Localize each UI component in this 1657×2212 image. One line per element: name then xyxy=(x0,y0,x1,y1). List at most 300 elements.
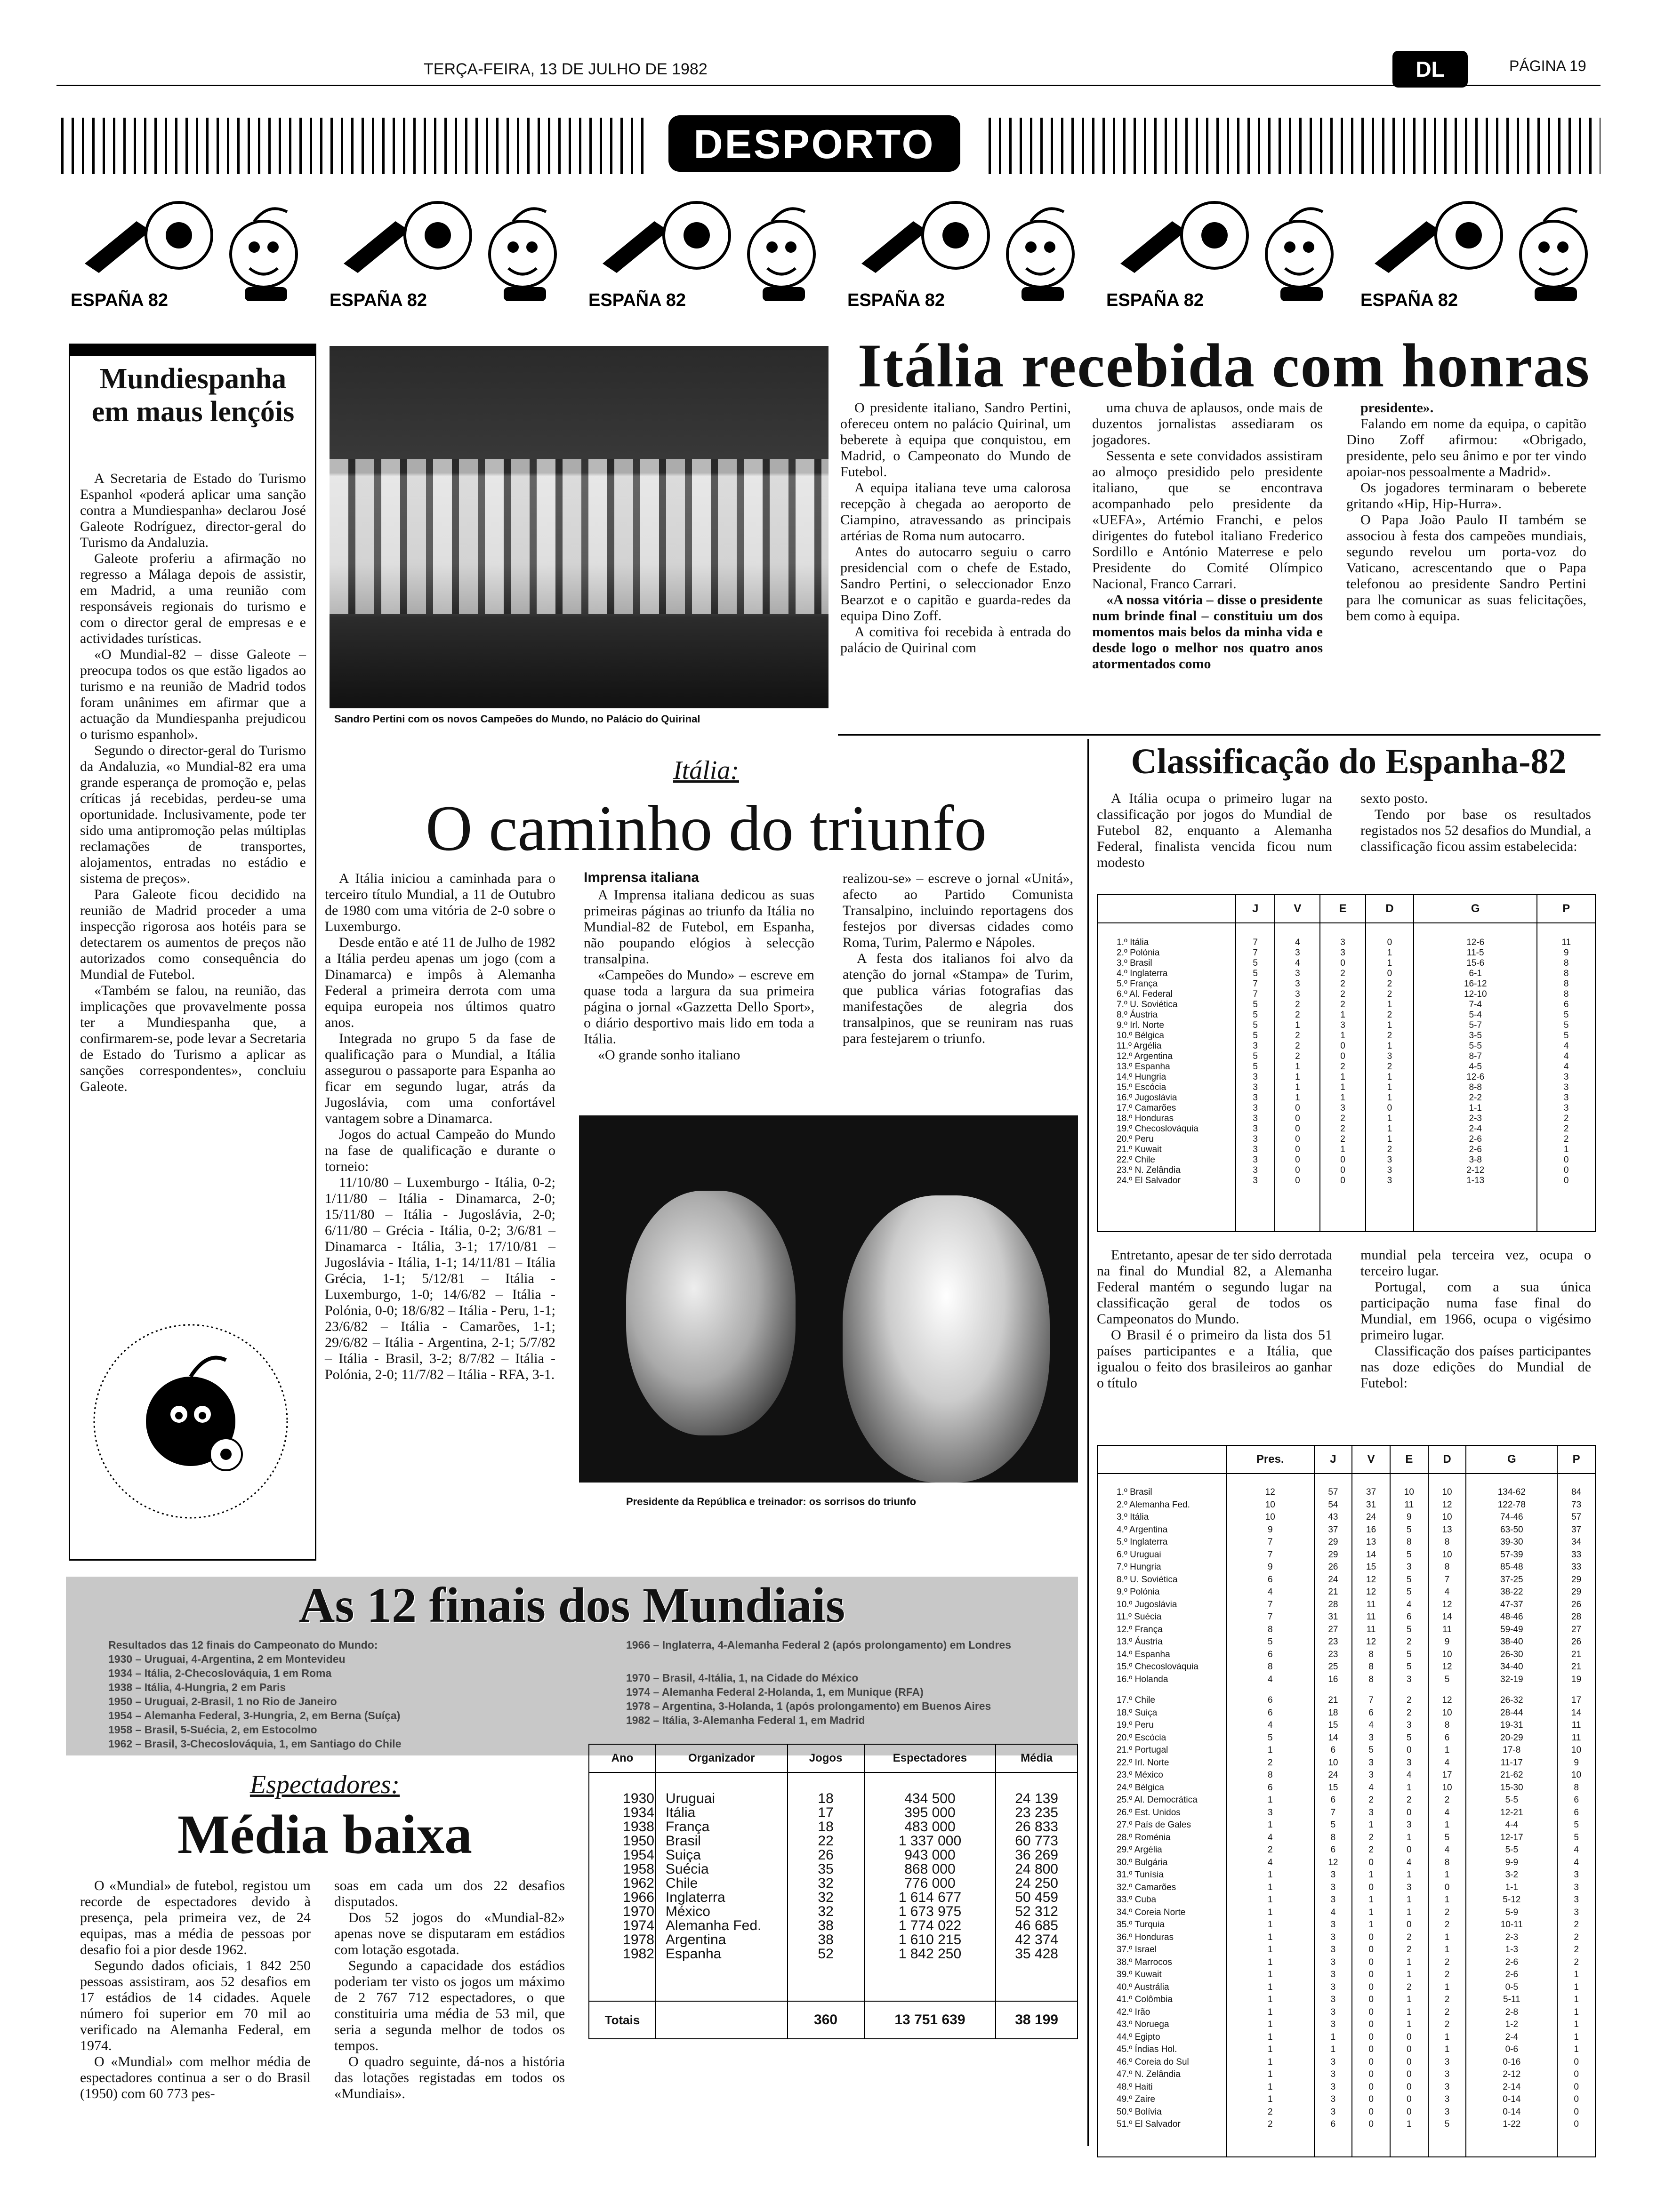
lost-cell: 0 xyxy=(1387,969,1392,978)
points-cell: 0 xyxy=(1563,1155,1569,1165)
played-cell: 3 xyxy=(1330,2094,1336,2104)
alltime-table xyxy=(1097,1445,1596,2157)
lost-cell: 3 xyxy=(1444,2107,1450,2117)
average-column xyxy=(996,1772,1078,2001)
team-cell: 14.º Hungria xyxy=(1117,1072,1166,1082)
goals-cell: 1-2 xyxy=(1505,2020,1519,2029)
drawn-cell: 5 xyxy=(1407,1574,1412,1585)
presences-cell: 6 xyxy=(1267,1649,1273,1659)
espana82-logo xyxy=(1102,193,1365,311)
goals-cell: 19-31 xyxy=(1500,1720,1523,1730)
italia-paragraph: O Papa João Paulo II também se associou à festa dos campeões mundiais, segundo revelou um porta-voz do Vaticano, acrescentando que o Papa telefonou ao presidente Sandro Pertini para lhe comunicar as suas felicitações, bem como à equipa. xyxy=(1346,512,1586,624)
won-cell: 15 xyxy=(1366,1562,1376,1572)
average-cell: 24 139 xyxy=(1015,1791,1058,1806)
italia-headline: Itália recebida com honras xyxy=(857,331,1591,400)
sidebar-paragraph: Galeote proferiu a afirmação no regresso a Málaga depois de assistir, em Madrid, a uma reunião com responsáveis regionais do turismo e com o director geral de empresas e e actividades turísticas. xyxy=(80,551,306,646)
average-cell: 50 459 xyxy=(1015,1890,1058,1905)
drawn-cell: 0 xyxy=(1340,1041,1345,1051)
drawn-cell: 2 xyxy=(1407,1982,1412,1992)
goals-cell: 85-48 xyxy=(1500,1562,1523,1572)
team-cell: 16.º Holanda xyxy=(1117,1674,1168,1684)
drawn-cell: 1 xyxy=(1340,1072,1345,1082)
drawn-cell: 1 xyxy=(1407,1782,1412,1793)
played-cell: 3 xyxy=(1253,1165,1258,1175)
sidebar-paragraph: «O Mundial-82 – disse Galeote – preocupa todos os que estão ligados ao turismo e na reunião de Madrid todos foram unânimes em afirmar que a actuação da Mundiespanha prejudicou o turismo espanhol». xyxy=(80,647,306,742)
games-cell: 26 xyxy=(818,1847,834,1863)
played-cell: 5 xyxy=(1253,958,1258,968)
team-cell: 48.º Haiti xyxy=(1117,2082,1153,2092)
section-bars-left xyxy=(61,118,645,174)
caminho-col-3 xyxy=(843,871,1073,1047)
classificacao-headline: Classificação do Espanha-82 xyxy=(1131,742,1567,781)
media-paragraph: O quadro seguinte, dá-nos a história das lotações registadas em todos os «Mundiais». xyxy=(334,2054,565,2101)
presences-cell: 6 xyxy=(1267,1574,1273,1585)
won-cell: 0 xyxy=(1295,1114,1300,1123)
played-cell: 5 xyxy=(1253,1051,1258,1061)
italia-col-1 xyxy=(840,400,1071,656)
presences-cell: 8 xyxy=(1267,1662,1273,1672)
espana82-logo xyxy=(66,193,330,311)
won-cell: 0 xyxy=(1368,2094,1374,2104)
drawn-cell: 0 xyxy=(1407,2044,1412,2054)
team-cell: 45.º Índias Hol. xyxy=(1117,2044,1177,2054)
team-cell: 30.º Bulgária xyxy=(1117,1857,1168,1867)
team-cell: 18.º Honduras xyxy=(1117,1114,1174,1123)
won-cell xyxy=(1353,1686,1389,1694)
played-cell: 24 xyxy=(1328,1770,1338,1780)
lost-cell: 0 xyxy=(1387,1103,1392,1113)
team-cell: 8.º U. Soviética xyxy=(1117,1574,1178,1585)
lost-cell: 3 xyxy=(1444,2057,1450,2067)
average-cell: 60 773 xyxy=(1015,1833,1058,1849)
espana82-logo xyxy=(843,193,1106,311)
goals-cell: 2-14 xyxy=(1503,2082,1521,2092)
goals-cell: 39-30 xyxy=(1500,1537,1523,1547)
classificacao-intro-left: A Itália ocupa o primeiro lugar na classificação por jogos do Mundial de Futebol 82, enquanto a Alemanha Federal, finalista vencida ficou num modesto xyxy=(1097,791,1332,870)
won-cell: 13 xyxy=(1366,1537,1376,1547)
spectators-cell: 483 000 xyxy=(904,1819,956,1835)
drawn-cell: 2 xyxy=(1340,1000,1345,1010)
goals-column xyxy=(1414,923,1537,1232)
played-cell: 25 xyxy=(1328,1662,1338,1672)
played-cell: 5 xyxy=(1253,1010,1258,1020)
won-cell: 3 xyxy=(1295,948,1300,958)
presences-cell: 1 xyxy=(1267,1745,1273,1755)
team-cell: 43.º Noruega xyxy=(1117,2020,1169,2029)
col-header: P xyxy=(1557,1445,1595,1474)
drawn-cell: 1 xyxy=(1340,1010,1345,1020)
team-cell: 8.º Áustria xyxy=(1117,1010,1158,1020)
points-cell: 1 xyxy=(1563,1145,1569,1154)
played-cell: 5 xyxy=(1253,1020,1258,1030)
attendance-totals-row xyxy=(589,2001,1078,2039)
caminho-paragraph: «Campeões do Mundo» – escreve em quase toda a largura da sua primeira página o jornal «Gazzetta Dello Sport», o diário desportivo mais lido em toda a Itália. xyxy=(584,967,814,1047)
italia-paragraph: Antes do autocarro seguiu o carro presidencial com o chefe de Estado, Sandro Pertini, o seleccionador Enzo Bearzot e o capitão e guarda-redes da equipa Dino Zoff. xyxy=(840,544,1071,624)
drawn-cell: 3 xyxy=(1407,1757,1412,1768)
team-cell: 9.º Irl. Norte xyxy=(1117,1020,1164,1030)
classification-table xyxy=(1097,894,1596,1232)
lost-cell: 3 xyxy=(1387,1165,1392,1175)
played-cell: 31 xyxy=(1328,1612,1338,1622)
team-cell: 35.º Turquia xyxy=(1117,1920,1165,1930)
media-paragraph: O «Mundial» de futebol, registou um recorde de espectadores devido à presença, pela primeira vez, de 24 equipas, mas a média de pessoas por desafio foi a pior desde 1962. xyxy=(80,1878,311,1957)
presences-cell: 9 xyxy=(1267,1524,1273,1535)
team-cell: 13.º Espanha xyxy=(1117,1062,1170,1072)
points-cell: 0 xyxy=(1574,2119,1579,2129)
classificacao-text-right xyxy=(1360,1247,1591,1391)
played-cell: 6 xyxy=(1330,2119,1336,2129)
team-cell: 7.º U. Soviética xyxy=(1117,1000,1178,1010)
lost-cell: 8 xyxy=(1444,1720,1450,1730)
won-cell: 0 xyxy=(1368,1945,1374,1955)
finais-right-list xyxy=(626,1638,1064,1727)
played-cell: 6 xyxy=(1330,1745,1336,1755)
points-cell: 57 xyxy=(1571,1512,1582,1522)
played-cell: 3 xyxy=(1330,2057,1336,2067)
italia-bottom-rule xyxy=(838,734,1601,736)
italia-paragraph: uma chuva de aplausos, onde mais de duzentos jornalistas assediaram os jogadores. xyxy=(1092,400,1323,448)
year-cell: 1958 xyxy=(623,1861,654,1877)
media-paragraph: soas em cada um dos 22 desafios disputados. xyxy=(334,1878,565,1909)
lost-cell: 10 xyxy=(1442,1512,1452,1522)
classificacao-paragraph: sexto posto. xyxy=(1360,791,1428,806)
goals-cell: 2-4 xyxy=(1505,2032,1519,2042)
games-cell: 52 xyxy=(818,1946,834,1962)
drawn-cell: 0 xyxy=(1407,2107,1412,2117)
lost-cell: 1 xyxy=(1444,2032,1450,2042)
points-cell: 2 xyxy=(1574,1945,1579,1955)
won-cell: 37 xyxy=(1366,1487,1376,1497)
presences-cell: 3 xyxy=(1267,1807,1273,1818)
presences-cell: 4 xyxy=(1267,1587,1273,1597)
presences-cell: 4 xyxy=(1267,1832,1273,1843)
team-cell: 19.º Checoslováquia xyxy=(1117,1124,1199,1134)
played-cell: 26 xyxy=(1328,1562,1338,1572)
organizer-cell: Brasil xyxy=(665,1833,701,1849)
played-cell xyxy=(1316,1686,1351,1694)
points-cell: 0 xyxy=(1574,2057,1579,2067)
presences-cell: 2 xyxy=(1267,1845,1273,1855)
points-cell: 4 xyxy=(1574,1845,1579,1855)
drawn-cell: 1 xyxy=(1407,1832,1412,1843)
spectators-cell: 1 774 022 xyxy=(898,1918,962,1933)
goals-cell: 0-14 xyxy=(1503,2094,1521,2104)
lost-cell: 1 xyxy=(1387,1072,1392,1082)
won-cell: 8 xyxy=(1368,1662,1374,1672)
classificacao-intro-right xyxy=(1360,791,1591,855)
won-cell: 1 xyxy=(1368,1895,1374,1905)
section-title: DESPORTO xyxy=(693,122,935,167)
average-cell: 23 235 xyxy=(1015,1805,1058,1820)
team-cell: 18.º Suiça xyxy=(1117,1707,1158,1718)
lost-cell: 2 xyxy=(1444,1970,1450,1980)
caminho-col-1 xyxy=(325,871,555,1383)
goals-cell: 0-16 xyxy=(1503,2057,1521,2067)
won-cell: 2 xyxy=(1295,1051,1300,1061)
goals-cell: 11-5 xyxy=(1466,948,1484,958)
lost-cell: 2 xyxy=(1387,979,1392,989)
drawn-cell: 1 xyxy=(1407,2020,1412,2029)
caminho-paragraph: Integrada no grupo 5 da fase de qualificação para o Mundial, a Itália assegurou o passaporte para Espanha ao ficar em segundo lugar, atrás da Jugoslávia, com uma confortável vantagem sobre a Dinamarca. xyxy=(325,1031,555,1126)
goals-cell: 5-5 xyxy=(1505,1795,1519,1805)
won-cell: 3 xyxy=(1295,969,1300,978)
played-cell: 28 xyxy=(1328,1599,1338,1610)
played-cell: 3 xyxy=(1330,1920,1336,1930)
points-cell: 3 xyxy=(1574,1907,1579,1917)
played-cell: 7 xyxy=(1253,979,1258,989)
drawn-cell: 1 xyxy=(1407,1870,1412,1880)
spectators-cell: 434 500 xyxy=(904,1791,956,1806)
team-cell: 34.º Coreia Norte xyxy=(1117,1907,1186,1917)
presences-cell: 1 xyxy=(1267,1895,1273,1905)
played-cell: 7 xyxy=(1253,938,1258,947)
lost-cell: 1 xyxy=(1387,1041,1392,1051)
goals-cell: 15-6 xyxy=(1466,958,1485,968)
team-cell: 19.º Peru xyxy=(1117,1720,1154,1730)
italia-paragraph: Sessenta e sete convidados assistiram ao almoço presidido pelo presidente italiano, que se encontrava acompanhado pelo presidente da «UEFA», Artémio Franchi, e pelos dirigentes do futebol italiano Frederico Sordillo e António Materrese e pelo Presidente do Comité Olímpico Nacional, Franco Carrari. xyxy=(1092,448,1323,592)
played-cell: 3 xyxy=(1330,2020,1336,2029)
year-cell: 1978 xyxy=(623,1932,654,1948)
lost-cell: 2 xyxy=(1387,1062,1392,1072)
points-cell: 8 xyxy=(1563,969,1569,978)
drawn-cell: 9 xyxy=(1407,1512,1412,1522)
team-cell: 22.º Chile xyxy=(1117,1155,1155,1165)
drawn-cell: 5 xyxy=(1407,1524,1412,1535)
finais-line: 1974 – Alemanha Federal 2-Holanda, 1, em Munique (RFA) xyxy=(626,1686,924,1698)
won-cell: 0 xyxy=(1368,1995,1374,2004)
lost-cell: 14 xyxy=(1442,1612,1452,1622)
organizer-cell: França xyxy=(665,1819,710,1835)
played-cell: 3 xyxy=(1253,1072,1258,1082)
goals-cell: 7-4 xyxy=(1469,1000,1482,1010)
points-cell: 37 xyxy=(1571,1524,1582,1535)
caminho-paragraph: «O grande sonho italiano xyxy=(598,1047,740,1063)
goals-cell: 2-12 xyxy=(1466,1165,1485,1175)
lost-cell: 1 xyxy=(1387,1082,1392,1092)
games-cell: 17 xyxy=(818,1805,834,1820)
spectators-cell: 943 000 xyxy=(904,1847,956,1863)
presences-cell: 1 xyxy=(1267,1982,1273,1992)
sidebar-title: Mundiespanha em maus lençóis xyxy=(91,363,295,428)
lost-cell: 3 xyxy=(1387,1176,1392,1186)
team-cell: 40.º Austrália xyxy=(1117,1982,1169,1992)
lost-cell: 6 xyxy=(1444,1732,1450,1743)
italia-paragraph: O presidente italiano, Sandro Pertini, ofereceu ontem no palácio Quirinal, um beberete à equipa que conquistou, em Madrid, o Campeonato do Mundo de Futebol. xyxy=(840,400,1071,480)
played-cell: 3 xyxy=(1330,1870,1336,1880)
played-cell: 7 xyxy=(1253,989,1258,999)
points-column xyxy=(1537,923,1595,1232)
lost-cell: 3 xyxy=(1387,1051,1392,1061)
president-coach-caption: Presidente da República e treinador: os sorrisos do triunfo xyxy=(626,1496,917,1507)
col-header: E xyxy=(1320,895,1365,923)
played-cell: 3 xyxy=(1330,1957,1336,1967)
team-cell: 6.º Al. Federal xyxy=(1117,989,1173,999)
totals-games: 360 xyxy=(788,2001,864,2039)
goals-cell: 1-3 xyxy=(1505,1945,1519,1955)
goals-cell: 2-8 xyxy=(1505,2007,1519,2017)
games-cell: 32 xyxy=(818,1890,834,1905)
team-cell: 21.º Portugal xyxy=(1117,1745,1168,1755)
team-cell: 3.º Itália xyxy=(1117,1512,1149,1522)
points-cell: 34 xyxy=(1571,1537,1582,1547)
col-header: V xyxy=(1352,1445,1390,1474)
drawn-cell: 3 xyxy=(1340,1103,1345,1113)
won-cell: 3 xyxy=(1368,1732,1374,1743)
won-cell: 3 xyxy=(1368,1770,1374,1780)
espana82-text: ESPAÑA 82 xyxy=(1106,290,1204,310)
presences-cell: 4 xyxy=(1267,1720,1273,1730)
played-cell: 6 xyxy=(1330,1845,1336,1855)
team-cell: 31.º Tunísia xyxy=(1117,1870,1164,1880)
col-header: J xyxy=(1314,1445,1352,1474)
points-cell: 11 xyxy=(1561,938,1571,947)
goals-cell: 8-8 xyxy=(1469,1082,1482,1092)
sidebar-paragraph: «Também se falou, na reunião, das implicações que provavelmente possa ter a Mundiespanha que, a confirmarem-se, pode levar a Secretaria de Estado do Turismo a aplicar as sanções correspondentes», concluiu Galeote. xyxy=(80,983,306,1094)
played-cell: 3 xyxy=(1330,1970,1336,1980)
team-cell: 38.º Marrocos xyxy=(1117,1957,1172,1967)
spectators-cell: 1 610 215 xyxy=(898,1932,962,1948)
won-cell: 1 xyxy=(1295,1093,1300,1103)
won-cell: 0 xyxy=(1368,2082,1374,2092)
drawn-cell: 4 xyxy=(1407,1599,1412,1610)
played-cell: 3 xyxy=(1330,1882,1336,1892)
photo-face-right xyxy=(843,1195,1050,1483)
team-column xyxy=(1097,1474,1226,2157)
points-cell: 2 xyxy=(1574,1920,1579,1930)
organizer-cell: Suécia xyxy=(665,1861,709,1877)
points-cell: 4 xyxy=(1563,1051,1569,1061)
espana82-text: ESPAÑA 82 xyxy=(1360,290,1458,310)
points-cell: 9 xyxy=(1574,1757,1579,1768)
won-cell: 7 xyxy=(1368,1695,1374,1705)
organizer-cell: Argentina xyxy=(665,1932,726,1948)
lost-cell: 10 xyxy=(1442,1549,1452,1560)
presences-cell: 1 xyxy=(1267,1970,1273,1980)
media-headline: Média baixa xyxy=(177,1803,473,1865)
lost-cell: 2 xyxy=(1444,1920,1450,1930)
drawn-column xyxy=(1320,923,1365,1232)
team-cell: 32.º Camarões xyxy=(1117,1882,1176,1892)
points-cell: 0 xyxy=(1574,2069,1579,2079)
lost-cell: 10 xyxy=(1442,1782,1452,1793)
goals-cell: 5-11 xyxy=(1503,1995,1520,2004)
games-cell: 35 xyxy=(818,1861,834,1877)
col-header: G xyxy=(1414,895,1537,923)
points-cell: 10 xyxy=(1571,1770,1582,1780)
team-cell: 21.º Kuwait xyxy=(1117,1145,1162,1154)
goals-cell: 12-21 xyxy=(1500,1807,1523,1818)
points-cell: 1 xyxy=(1574,1995,1579,2004)
lost-cell: 12 xyxy=(1442,1599,1452,1610)
goals-cell: 1-1 xyxy=(1505,1882,1519,1892)
presences-cell: 7 xyxy=(1267,1549,1273,1560)
presences-cell: 1 xyxy=(1267,2057,1273,2067)
drawn-cell: 3 xyxy=(1340,1020,1345,1030)
goals-cell: 2-12 xyxy=(1503,2069,1521,2079)
presences-cell: 1 xyxy=(1267,1907,1273,1917)
finais-line: 1978 – Argentina, 3-Holanda, 1 (após prolongamento) em Buenos Aires xyxy=(626,1700,991,1712)
lost-cell: 2 xyxy=(1387,1031,1392,1041)
points-cell: 5 xyxy=(1563,1020,1569,1030)
won-cell: 5 xyxy=(1368,1745,1374,1755)
team-cell: 27.º País de Gales xyxy=(1117,1820,1191,1830)
goals-cell: 2-6 xyxy=(1469,1145,1482,1154)
played-cell: 3 xyxy=(1253,1093,1258,1103)
lost-cell: 4 xyxy=(1444,1807,1450,1818)
lost-cell: 8 xyxy=(1444,1537,1450,1547)
lost-cell: 3 xyxy=(1444,2069,1450,2079)
year-cell: 1938 xyxy=(623,1819,654,1835)
caminho-paragraph: A Itália iniciou a caminhada para o terceiro título Mundial, a 11 de Outubro de 1980 com uma vitória de 2-0 sobre o Luxemburgo. xyxy=(325,871,555,934)
points-cell: 1 xyxy=(1574,2007,1579,2017)
won-cell: 6 xyxy=(1368,1707,1374,1718)
points-cell: 8 xyxy=(1574,1782,1579,1793)
points-cell: 27 xyxy=(1571,1624,1582,1635)
won-cell: 2 xyxy=(1368,1795,1374,1805)
won-cell: 0 xyxy=(1368,1957,1374,1967)
media-kicker: Espectadores: xyxy=(249,1770,400,1799)
espana82-text: ESPAÑA 82 xyxy=(71,290,168,310)
presences-cell xyxy=(1228,1686,1313,1694)
points-cell: 3 xyxy=(1563,1093,1569,1103)
team-cell: 4.º Argentina xyxy=(1117,1524,1168,1535)
lost-column xyxy=(1428,1474,1466,2157)
goals-cell: 11-17 xyxy=(1500,1757,1523,1768)
drawn-cell: 0 xyxy=(1340,1165,1345,1175)
attendance-body-row xyxy=(589,1772,1078,2001)
lost-cell: 3 xyxy=(1387,1155,1392,1165)
lost-cell: 0 xyxy=(1444,1882,1450,1892)
drawn-cell: 3 xyxy=(1407,1720,1412,1730)
won-cell: 24 xyxy=(1366,1512,1376,1522)
goals-cell xyxy=(1467,1686,1556,1694)
presences-cell: 1 xyxy=(1267,1920,1273,1930)
drawn-cell: 0 xyxy=(1407,1745,1412,1755)
played-cell: 29 xyxy=(1328,1549,1338,1560)
points-cell: 3 xyxy=(1574,1882,1579,1892)
won-cell: 3 xyxy=(1368,1757,1374,1768)
goals-cell: 20-29 xyxy=(1500,1732,1523,1743)
points-cell: 1 xyxy=(1574,2044,1579,2054)
points-cell: 21 xyxy=(1571,1649,1582,1659)
organizer-column xyxy=(656,1772,788,2001)
attendance-table xyxy=(588,1744,1078,2039)
lost-cell: 1 xyxy=(1387,1000,1392,1010)
drawn-cell: 0 xyxy=(1407,1807,1412,1818)
drawn-cell: 0 xyxy=(1407,2057,1412,2067)
points-cell: 2 xyxy=(1574,1932,1579,1942)
drawn-cell: 5 xyxy=(1407,1732,1412,1743)
won-cell: 1 xyxy=(1368,1870,1374,1880)
goals-cell: 9-9 xyxy=(1505,1857,1519,1867)
lost-cell: 1 xyxy=(1444,1745,1450,1755)
points-cell: 11 xyxy=(1571,1720,1581,1730)
points-cell: 29 xyxy=(1571,1587,1582,1597)
lost-cell: 2 xyxy=(1444,1795,1450,1805)
presences-cell: 1 xyxy=(1267,1957,1273,1967)
played-cell: 21 xyxy=(1328,1695,1338,1705)
average-cell: 35 428 xyxy=(1015,1946,1058,1962)
lost-cell: 1 xyxy=(1387,1020,1392,1030)
lost-cell: 12 xyxy=(1442,1499,1452,1510)
played-cell: 54 xyxy=(1328,1499,1338,1510)
col-header: Ano xyxy=(589,1744,656,1772)
goals-cell: 0-6 xyxy=(1505,2044,1519,2054)
presences-cell: 1 xyxy=(1267,2069,1273,2079)
points-cell: 0 xyxy=(1574,2094,1579,2104)
won-cell: 1 xyxy=(1368,1820,1374,1830)
played-cell: 3 xyxy=(1330,2069,1336,2079)
